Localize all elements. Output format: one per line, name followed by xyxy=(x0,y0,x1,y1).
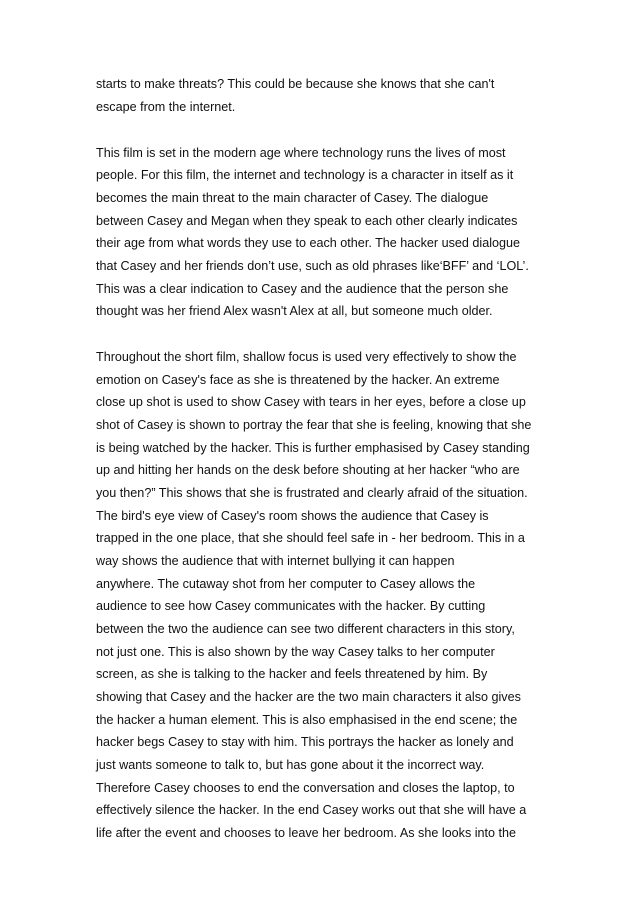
text-line: escape from the internet. xyxy=(96,100,236,114)
text-line: trapped in the one place, that she should feel safe in - her bedroom. This in a xyxy=(96,531,525,545)
text-line: thought was her friend Alex wasn't Alex at all, but someone much older. xyxy=(96,304,493,318)
text-line: audience to see how Casey communicates with the hacker. By cutting xyxy=(96,599,486,613)
text-line: close up shot is used to show Casey with tears in her eyes, before a close up xyxy=(96,395,526,409)
text-line: This was a clear indication to Casey and the audience that the person she xyxy=(96,282,509,296)
text-line: anywhere. The cutaway shot from her computer to Casey allows the xyxy=(96,577,476,591)
text-line: The bird's eye view of Casey's room shows the audience that Casey is xyxy=(96,509,489,523)
text-line: becomes the main threat to the main character of Casey. The dialogue xyxy=(96,191,489,205)
text-line: hacker begs Casey to stay with him. This portrays the hacker as lonely and xyxy=(96,735,514,749)
text-line: people. For this film, the internet and technology is a character in itself as it xyxy=(96,168,514,182)
text-line: way shows the audience that with internet bullying it can happen xyxy=(96,554,455,568)
text-line: the hacker a human element. This is also emphasised in the end scene; the xyxy=(96,713,518,727)
text-line: just wants someone to talk to, but has gone about it the incorrect way. xyxy=(96,758,485,772)
text-line: you then?” This shows that she is frustrated and clearly afraid of the situation. xyxy=(96,486,528,500)
text-line: starts to make threats? This could be because she knows that she can't xyxy=(96,77,495,91)
text-line: not just one. This is also shown by the way Casey talks to her computer xyxy=(96,645,495,659)
text-line: Throughout the short film, shallow focus is used very effectively to show the xyxy=(96,350,517,364)
text-line: up and hitting her hands on the desk before shouting at her hacker “who are xyxy=(96,463,520,477)
text-line: effectively silence the hacker. In the end Casey works out that she will have a xyxy=(96,803,527,817)
text-line: emotion on Casey's face as she is threatened by the hacker. An extreme xyxy=(96,373,500,387)
text-line: their age from what words they use to each other. The hacker used dialogue xyxy=(96,236,521,250)
text-line: showing that Casey and the hacker are the two main characters it also gives xyxy=(96,690,521,704)
text-line: life after the event and chooses to leave her bedroom. As she looks into the xyxy=(96,826,517,840)
text-line: Therefore Casey chooses to end the conversation and closes the laptop, to xyxy=(96,781,515,795)
text-line: that Casey and her friends don’t use, such as old phrases like‘BFF’ and ‘LOL’. xyxy=(96,259,529,273)
text-line: screen, as she is talking to the hacker and feels threatened by him. By xyxy=(96,667,488,681)
text-line: between the two the audience can see two different characters in this story, xyxy=(96,622,515,636)
text-line: is being watched by the hacker. This is further emphasised by Casey standing xyxy=(96,441,530,455)
text-line: between Casey and Megan when they speak to each other clearly indicates xyxy=(96,214,518,228)
text-line: shot of Casey is shown to portray the fear that she is feeling, knowing that she xyxy=(96,418,532,432)
text-line: This film is set in the modern age where technology runs the lives of most xyxy=(96,146,506,160)
